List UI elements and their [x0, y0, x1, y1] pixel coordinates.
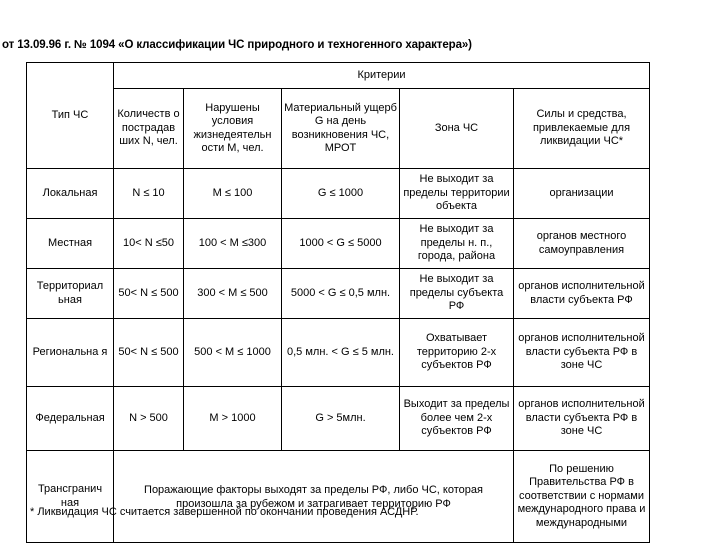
- cell-damage: 5000 < G ≤ 0,5 млн.: [282, 269, 400, 319]
- cell-type: Трансгранич ная: [27, 451, 114, 543]
- cell-victims: 50< N ≤ 500: [114, 269, 184, 319]
- cell-zone: Не выходит за пределы н. п., города, района: [400, 219, 514, 269]
- cell-forces: органов исполнительной власти субъекта РФ: [514, 269, 650, 319]
- cell-disrupted: 100 < M ≤300: [184, 219, 282, 269]
- table-row: [27, 387, 650, 451]
- cell-victims: N ≤ 10: [114, 169, 184, 219]
- cell-zone: Не выходит за пределы территории объекта: [400, 169, 514, 219]
- cell-type: Локальная: [27, 169, 114, 219]
- table-row: [27, 451, 650, 543]
- cell-forces: органов исполнительной власти субъекта РФ в зоне ЧС: [514, 319, 650, 387]
- cell-disrupted: M ≤ 100: [184, 169, 282, 219]
- table-row: [27, 169, 650, 219]
- header-zone: Зона ЧС: [400, 89, 514, 169]
- table-row: [27, 269, 650, 319]
- document-heading: от 13.09.96 г. № 1094 «О классификации ЧС природного и техногенного характера»): [2, 39, 472, 51]
- cell-damage: 0,5 млн. < G ≤ 5 млн.: [282, 319, 400, 387]
- cell-victims: 50< N ≤ 500: [114, 319, 184, 387]
- header-victims: Количеств о пострадав ших N, чел.: [114, 89, 184, 169]
- cell-zone: Не выходит за пределы субъекта РФ: [400, 269, 514, 319]
- cell-zone: Охватывает территорию 2-х субъектов РФ: [400, 319, 514, 387]
- cell-damage: G > 5млн.: [282, 387, 400, 451]
- header-type: Тип ЧС: [27, 63, 114, 169]
- cell-damage: 1000 < G ≤ 5000: [282, 219, 400, 269]
- cell-disrupted: 300 < M ≤ 500: [184, 269, 282, 319]
- footnote: * Ликвидация ЧС считается завершенной по окончании проведения АСДНР.: [30, 506, 419, 518]
- cell-merged-criteria: Поражающие факторы выходят за пределы РФ, либо ЧС, которая произошла за рубежом и затрагивает территорию РФ: [114, 451, 514, 543]
- cell-forces: организации: [514, 169, 650, 219]
- cell-type: Федеральная: [27, 387, 114, 451]
- cell-damage: G ≤ 1000: [282, 169, 400, 219]
- cell-type: Региональна я: [27, 319, 114, 387]
- cell-disrupted: 500 < M ≤ 1000: [184, 319, 282, 387]
- cell-zone: Выходит за пределы более чем 2-х субъектов РФ: [400, 387, 514, 451]
- header-criteria: Критерии: [114, 63, 650, 89]
- emergency-classification-table: [26, 62, 650, 543]
- cell-victims: N > 500: [114, 387, 184, 451]
- header-disrupted: Нарушены условия жизнедеятельн ости М, чел.: [184, 89, 282, 169]
- cell-type: Местная: [27, 219, 114, 269]
- table-row: [27, 319, 650, 387]
- header-damage: Материальный ущерб G на день возникновения ЧС, МРОТ: [282, 89, 400, 169]
- header-forces: Силы и средства, привлекаемые для ликвидации ЧС*: [514, 89, 650, 169]
- cell-forces: По решению Правительства РФ в соответствии с нормами международного права и международными: [514, 451, 650, 543]
- cell-forces: органов исполнительной власти субъекта РФ в зоне ЧС: [514, 387, 650, 451]
- cell-victims: 10< N ≤50: [114, 219, 184, 269]
- table-row: [27, 219, 650, 269]
- cell-forces: органов местного самоуправления: [514, 219, 650, 269]
- cell-disrupted: M > 1000: [184, 387, 282, 451]
- cell-type: Территориал ьная: [27, 269, 114, 319]
